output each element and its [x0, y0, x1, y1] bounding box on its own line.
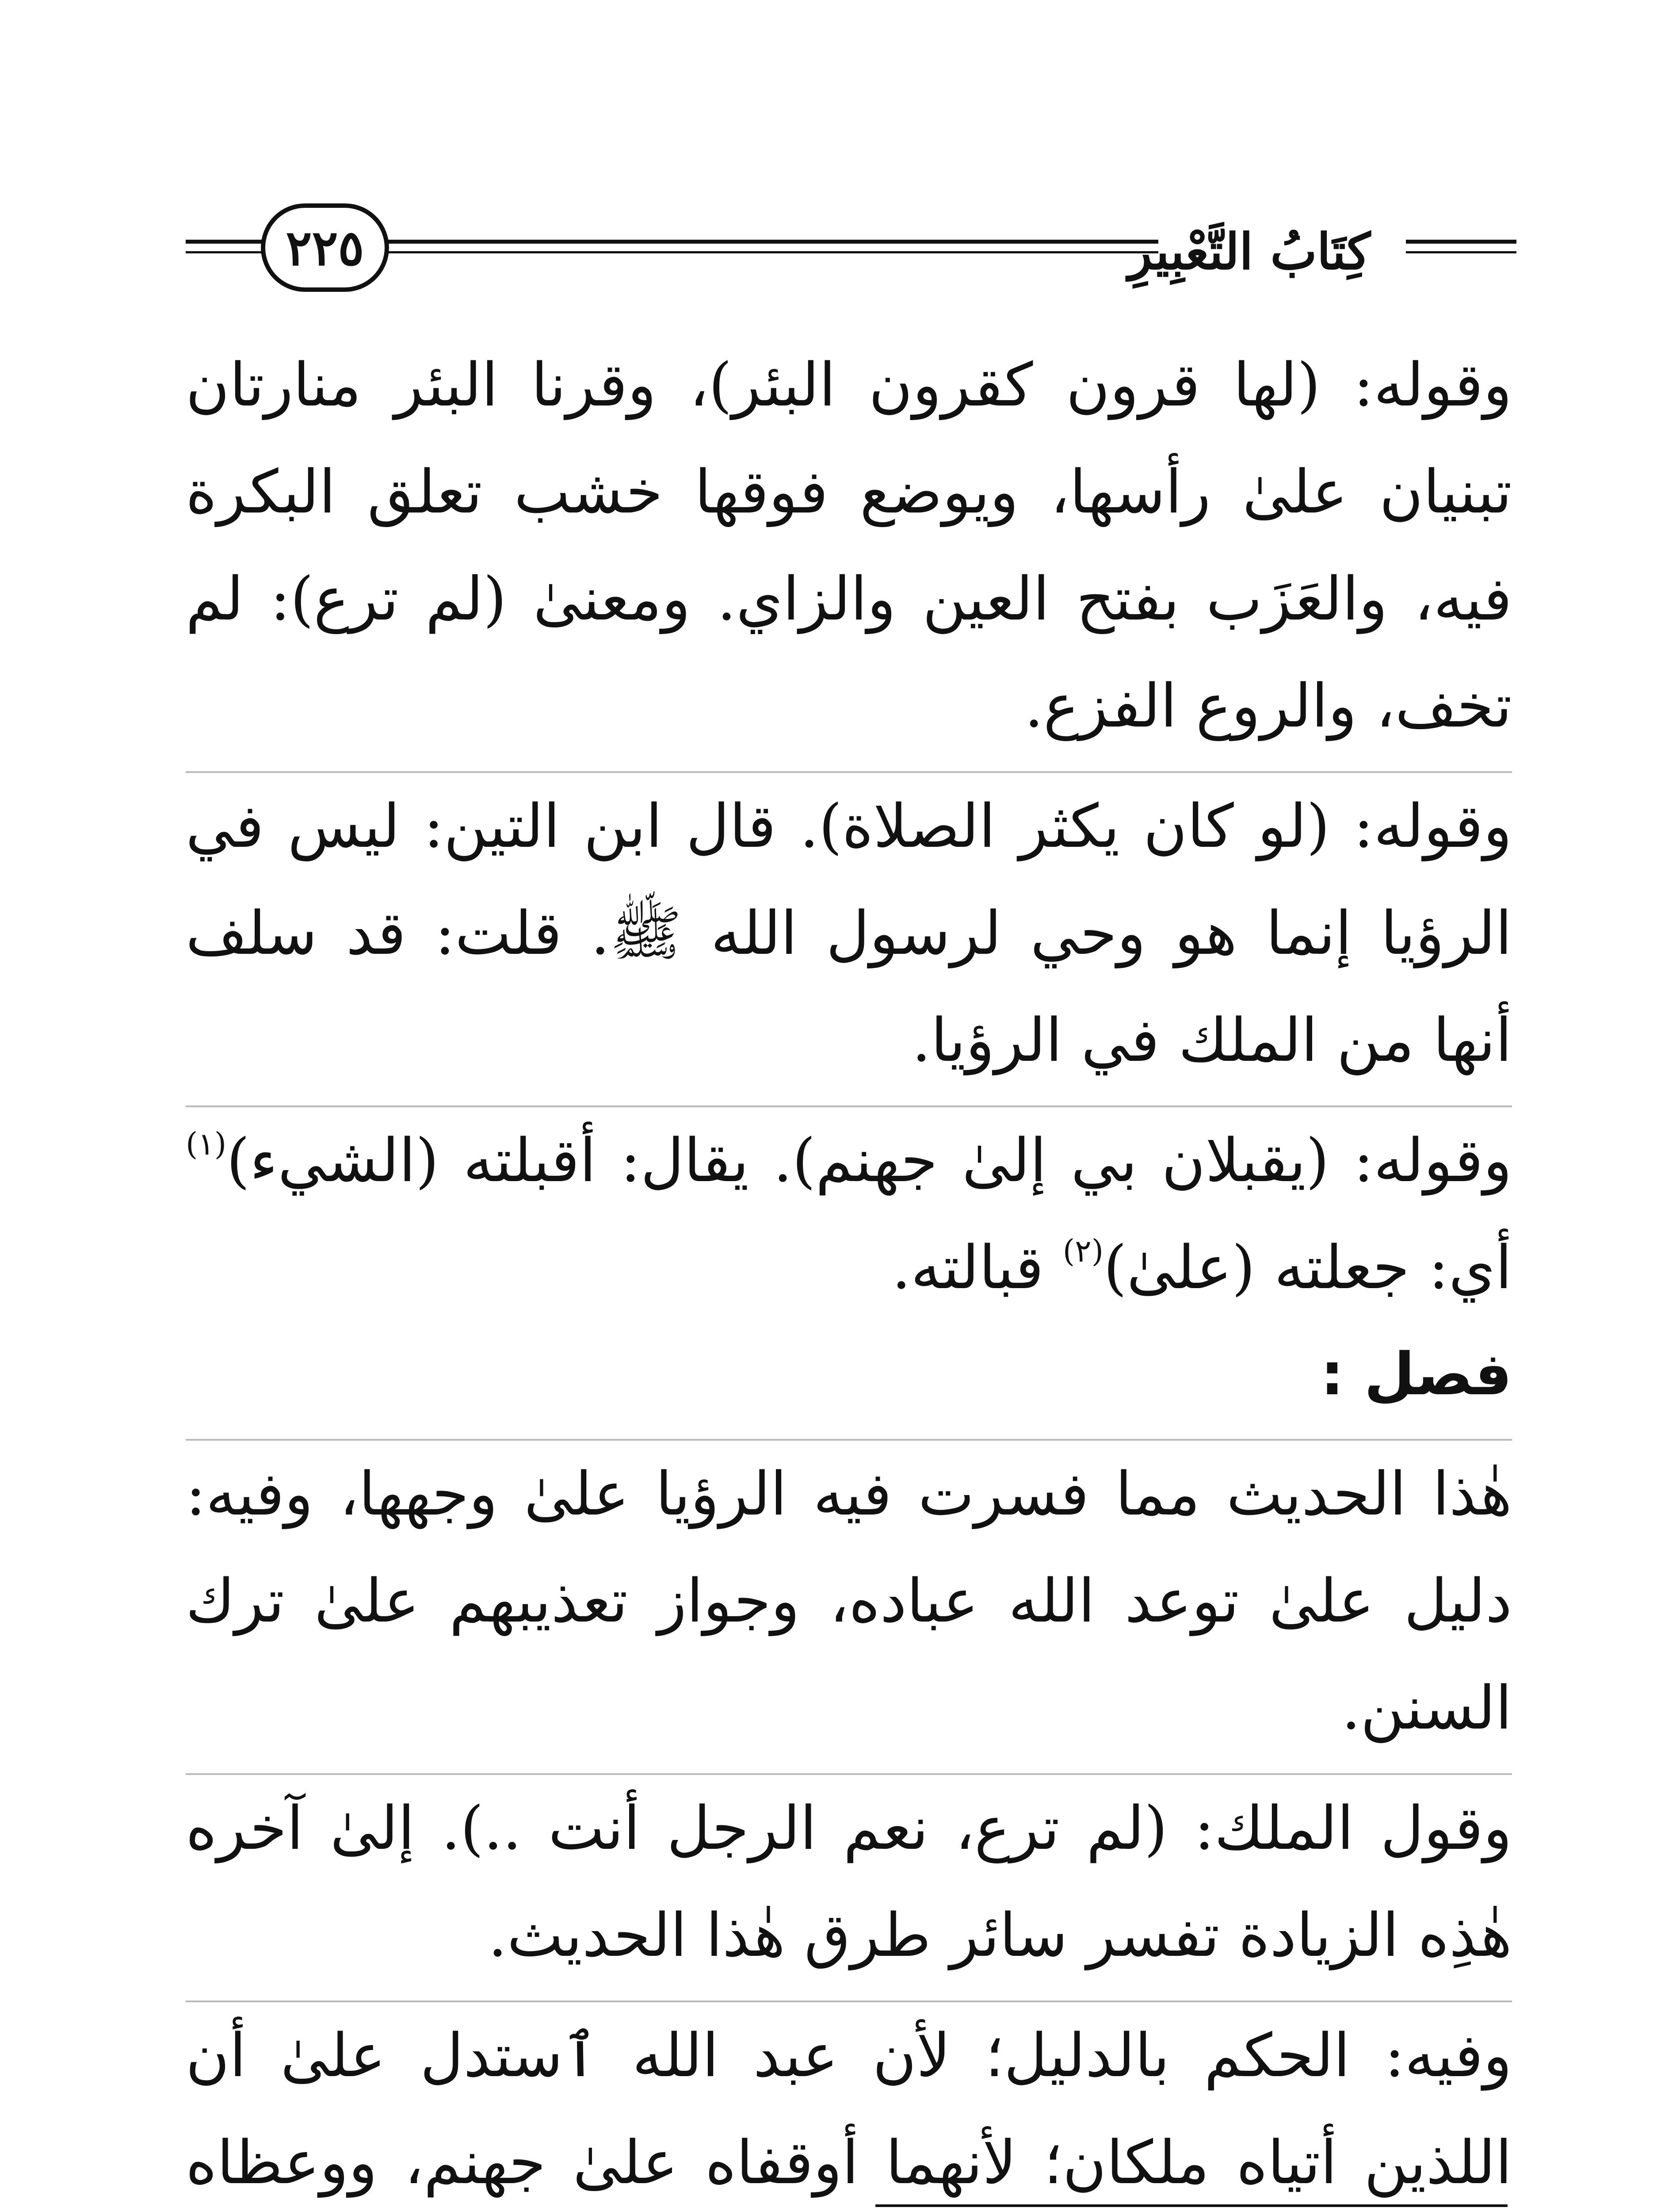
- paragraph-3-part-a: وقوله: (يقبلان بي إلىٰ جهنم). يقال: أقبلته (الشيء): [226, 1126, 1512, 1195]
- header-rule-right: [1406, 240, 1516, 244]
- section-heading-text: فصل :: [1320, 1340, 1512, 1408]
- main-text: [186, 332, 1512, 2211]
- paragraph-5: وقول الملك: (لم ترع، نعم الرجل أنت ..). إلىٰ آخره هٰذِه الزيادة تفسر سائر طرق هٰذا الحديث.: [186, 1794, 1512, 1970]
- paragraph-3-part-b: أي: جعلته (علىٰ): [1103, 1233, 1512, 1302]
- paragraph-1: وقوله: (لها قرون كقرون البئر)، وقرنا البئر منارتان تبنيان علىٰ رأسها، ويوضع فوقها خشب تعلق البكرة فيه، والعَزَب بفتح العين والزاي. ومعنىٰ (لم ترع): لم تخف، والروع الفزع.: [186, 350, 1512, 741]
- running-title: كِتَابُ التَّعْبِيرِ: [1128, 223, 1371, 281]
- section-heading: [186, 1321, 1512, 1427]
- page-header: [186, 203, 1516, 318]
- header-rule-middle: [380, 240, 1158, 244]
- header-rule-left-lower: [186, 251, 270, 253]
- footnote-separator: [875, 2204, 1508, 2207]
- paragraph-3: [186, 1107, 1512, 1321]
- page-number: ٢٢٥: [286, 219, 364, 276]
- footnote-ref-2: (٢): [1062, 1233, 1104, 1269]
- header-rule-left: [186, 240, 270, 244]
- paragraph-3-part-c: قبالته.: [892, 1233, 1063, 1302]
- page-number-badge: [261, 203, 389, 292]
- footnote-ref-1: (١): [186, 1126, 227, 1162]
- paragraph-2: وقوله: (لو كان يكثر الصلاة). قال ابن التين: ليس في الرؤيا إنما هو وحي لرسول الله ﷺ. قلت: قد سلف أنها من الملك في الرؤيا.: [186, 792, 1512, 1075]
- header-rule-right-lower: [1406, 251, 1516, 253]
- header-rule-middle-lower: [380, 251, 1158, 253]
- paragraph-6: وفيه: الحكم بالدليل؛ لأن عبد الله ٱستدل علىٰ أن اللذين أتياه ملكان؛ لأنهما أوقفاه علىٰ جهنم، ووعظاه: [186, 2021, 1512, 2197]
- paragraph-4: هٰذا الحديث مما فسرت فيه الرؤيا علىٰ وجهها، وفيه: دليل علىٰ توعد الله عباده، وجواز تعذيبهم علىٰ ترك السنن.: [186, 1459, 1512, 1743]
